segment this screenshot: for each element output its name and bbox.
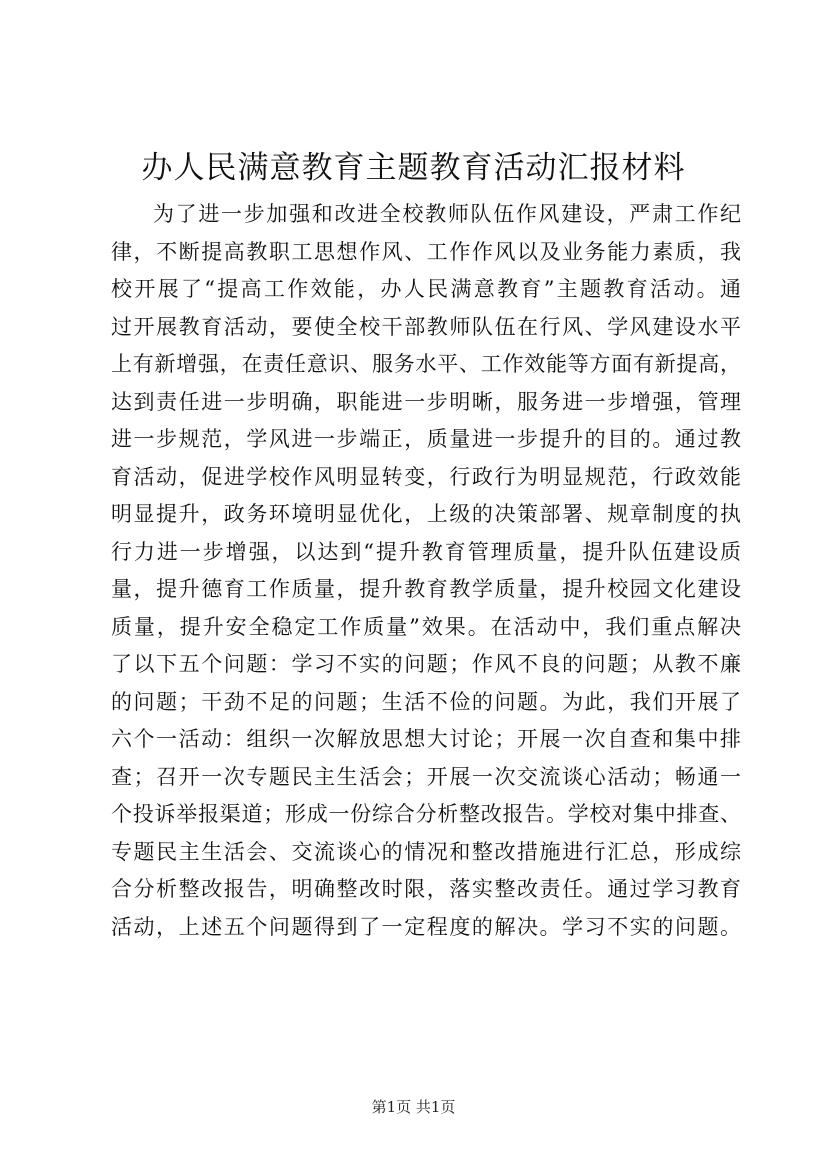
document-title: 办人民满意教育主题教育活动汇报材料	[141, 150, 686, 186]
body-line: 活动，上述五个问题得到了一定程度的解决。学习不实的问题。	[111, 914, 741, 939]
body-line: 六个一活动：组织一次解放思想大讨论；开展一次自查和集中排	[111, 727, 741, 751]
body-line: 过开展教育活动，要使全校干部教师队伍在行风、学风建设水平	[111, 314, 741, 339]
body-line: 个投诉举报渠道；形成一份综合分析整改报告。学校对集中排查、	[111, 802, 741, 826]
body-line: 上有新增强，在责任意识、服务水平、工作效能等方面有新提高，	[111, 352, 741, 376]
body-line: 质量，提升安全稳定工作质量”效果。在活动中，我们重点解决	[111, 614, 741, 639]
page-number-footer: 第1页 共1页	[371, 1098, 456, 1116]
body-line: 明显提升，政务环境明显优化，上级的决策部署、规章制度的执	[111, 502, 741, 526]
document-body	[111, 196, 741, 946]
body-line: 达到责任进一步明确，职能进一步明晰，服务进一步增强，管理	[111, 389, 741, 414]
body-line: 专题民主生活会、交流谈心的情况和整改措施进行汇总，形成综	[111, 839, 741, 864]
body-line: 的问题；干劲不足的问题；生活不俭的问题。为此，我们开展了	[111, 689, 741, 714]
body-line: 校开展了“提高工作效能，办人民满意教育”主题教育活动。通	[111, 277, 741, 301]
body-line: 律，不断提高教职工思想作风、工作作风以及业务能力素质，我	[111, 239, 741, 264]
body-line: 合分析整改报告，明确整改时限，落实整改责任。通过学习教育	[111, 877, 741, 901]
body-line: 育活动，促进学校作风明显转变，行政行为明显规范，行政效能	[111, 464, 741, 489]
body-line: 了以下五个问题：学习不实的问题；作风不良的问题；从教不廉	[111, 652, 741, 676]
body-line: 进一步规范，学风进一步端正，质量进一步提升的目的。通过教	[111, 427, 741, 451]
body-line: 为了进一步加强和改进全校教师队伍作风建设，严肃工作纪	[153, 202, 741, 226]
body-line: 查；召开一次专题民主生活会；开展一次交流谈心活动；畅通一	[111, 764, 741, 789]
body-line: 行力进一步增强，以达到“提升教育管理质量，提升队伍建设质	[111, 539, 741, 564]
body-line: 量，提升德育工作质量，提升教育教学质量，提升校园文化建设	[111, 577, 741, 601]
